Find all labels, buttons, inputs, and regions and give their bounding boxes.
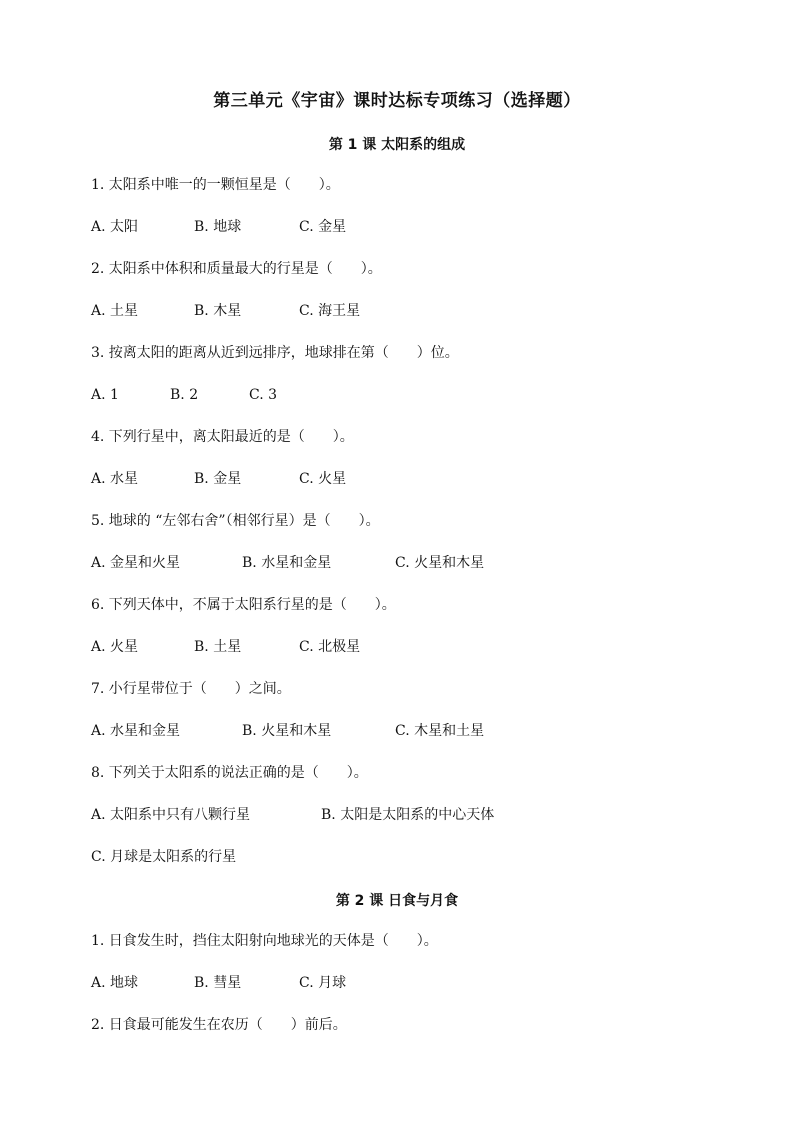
option-a: A. 水星 [91, 471, 139, 487]
option-a: A. 1 [91, 387, 119, 403]
question-1-7: 7. 小行星带位于（ ）之间。 [91, 681, 291, 697]
option-b: B. 金星 [194, 471, 242, 487]
option-c: C. 海王星 [299, 303, 361, 319]
options-1-4 [91, 470, 346, 488]
option-b: B. 2 [170, 387, 199, 403]
options-1-2 [91, 302, 360, 320]
option-c: C. 3 [249, 387, 278, 403]
options-1-8 [91, 806, 494, 824]
options-1-6 [91, 638, 360, 656]
option-b: B. 太阳是太阳系的中心天体 [321, 807, 495, 823]
option-a: A. 火星 [91, 639, 139, 655]
options-1-5 [91, 554, 484, 572]
question-1-6: 6. 下列天体中，不属于太阳系行星的是（ ）。 [91, 597, 396, 613]
question-1-2: 2. 太阳系中体积和质量最大的行星是（ ）。 [91, 261, 382, 277]
option-a: A. 太阳系中只有八颗行星 [91, 807, 251, 823]
options-2-1 [91, 974, 346, 992]
question-1-3: 3. 按离太阳的距离从近到远排序，地球排在第（ ）位。 [91, 345, 459, 361]
option-b: B. 木星 [194, 303, 242, 319]
option-b: B. 土星 [194, 639, 242, 655]
question-2-2: 2. 日食最可能发生在农历（ ）前后。 [91, 1017, 347, 1033]
options-1-1 [91, 218, 346, 236]
question-1-8: 8. 下列关于太阳系的说法正确的是（ ）。 [91, 765, 368, 781]
option-a: A. 土星 [91, 303, 139, 319]
lesson-2-heading: 第 2 课 日食与月食 [335, 893, 459, 909]
option-c: C. 月球 [299, 975, 347, 991]
option-c: C. 月球是太阳系的行星 [91, 849, 237, 865]
question-1-5: 5. 地球的 “左邻右舍”（相邻行星）是（ ）。 [91, 513, 380, 529]
option-c: C. 北极星 [299, 639, 361, 655]
option-a: A. 金星和火星 [91, 555, 181, 571]
option-b: B. 地球 [194, 219, 242, 235]
option-b: B. 水星和金星 [242, 555, 332, 571]
option-c: C. 金星 [299, 219, 347, 235]
option-c: C. 火星 [299, 471, 347, 487]
question-2-1: 1. 日食发生时，挡住太阳射向地球光的天体是（ ）。 [91, 933, 438, 949]
document-title: 第三单元《宇宙》课时达标专项练习（选择题） [213, 91, 581, 111]
options-1-7 [91, 722, 484, 740]
question-1-1: 1. 太阳系中唯一的一颗恒星是（ ）。 [91, 177, 340, 193]
option-a: A. 水星和金星 [91, 723, 181, 739]
option-c: C. 火星和木星 [395, 555, 485, 571]
question-1-4: 4. 下列行星中，离太阳最近的是（ ）。 [91, 429, 354, 445]
options-1-3 [91, 386, 277, 404]
option-a: A. 太阳 [91, 219, 139, 235]
option-b: B. 火星和木星 [242, 723, 332, 739]
option-c: C. 木星和土星 [395, 723, 485, 739]
lesson-1-heading: 第 1 课 太阳系的组成 [328, 137, 466, 153]
option-a: A. 地球 [91, 975, 139, 991]
option-b: B. 彗星 [194, 975, 242, 991]
